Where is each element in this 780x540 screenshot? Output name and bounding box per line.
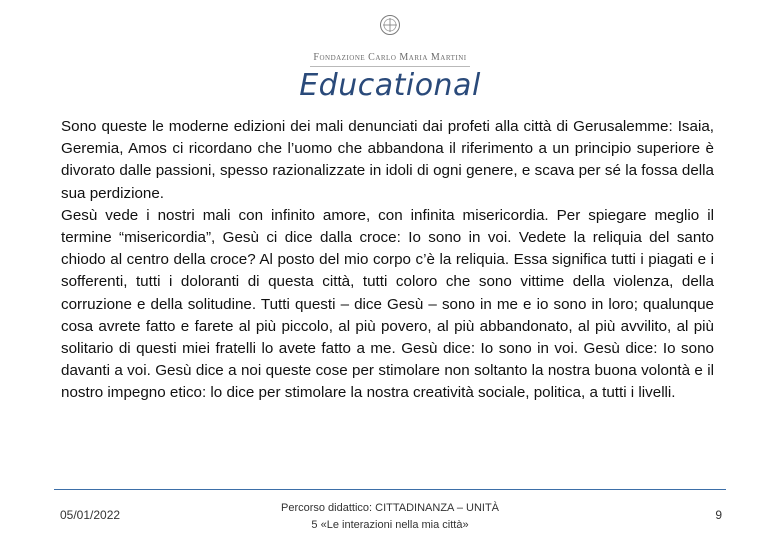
paragraph-2: Gesù vede i nostri mali con infinito amore, con infinita misericordia. Per spiegare meglio il termine “misericordia”, Gesù ci dice dalla croce: Io sono in voi. Vedete la reliquia del santo chiodo al centro della croce? Al posto del mio corpo c’è la reliquia. Essa significa tutti i piagati e i sofferenti, tutti i doloranti di questa città, tutti coloro che sono vittime della violenza, della corruzione e della solitudine. Tutti questi – dice Gesù – sono in me e io sono in loro; qualunque cosa avrete fatto e farete al più piccolo, al più povero, al più abbandonato, al più avvilito, al più solitario di questi miei fratelli lo avete fatto a me. Gesù dice: Io sono in voi. Gesù dice: Io sono davanti a voi. Gesù dice a noi queste cose per stimolare non soltanto la nostra buona volontà e il nostro impegno etico: lo dice per stimolare la nostra creatività sociale, politica, a tutti i livelli. bbox=[61, 206, 714, 402]
course-name: CITTADINANZA – UNITÀ bbox=[375, 502, 500, 514]
footer-course-line bbox=[240, 500, 540, 517]
brand-title: Educational bbox=[299, 68, 481, 103]
paragraph-1: Sono queste le moderne edizioni dei mali denunciati dai profeti alla città di Gerusalemme: Isaia, Geremia, Amos ci ricordano che l’uomo che abbandona il riferimento a un principio superiore è divorato dalle passioni, spesso razionalizzate in idoli di ogni genere, e scava per sé la fossa della sua perdizione. bbox=[61, 118, 714, 202]
course-prefix: Percorso didattico: bbox=[280, 502, 376, 514]
footer-date: 05/01/2022 bbox=[60, 508, 121, 522]
footer-course-info bbox=[240, 500, 540, 534]
page-number: 9 bbox=[715, 508, 722, 522]
foundation-emblem-icon bbox=[379, 14, 401, 36]
foundation-name: Fondazione Carlo Maria Martini bbox=[313, 52, 467, 63]
footer-divider bbox=[54, 489, 726, 490]
header bbox=[0, 6, 780, 102]
document-body bbox=[61, 116, 714, 405]
footer-unit-title: 5 «Le interazioni nella mia città» bbox=[311, 519, 469, 531]
foundation-divider bbox=[310, 66, 470, 67]
